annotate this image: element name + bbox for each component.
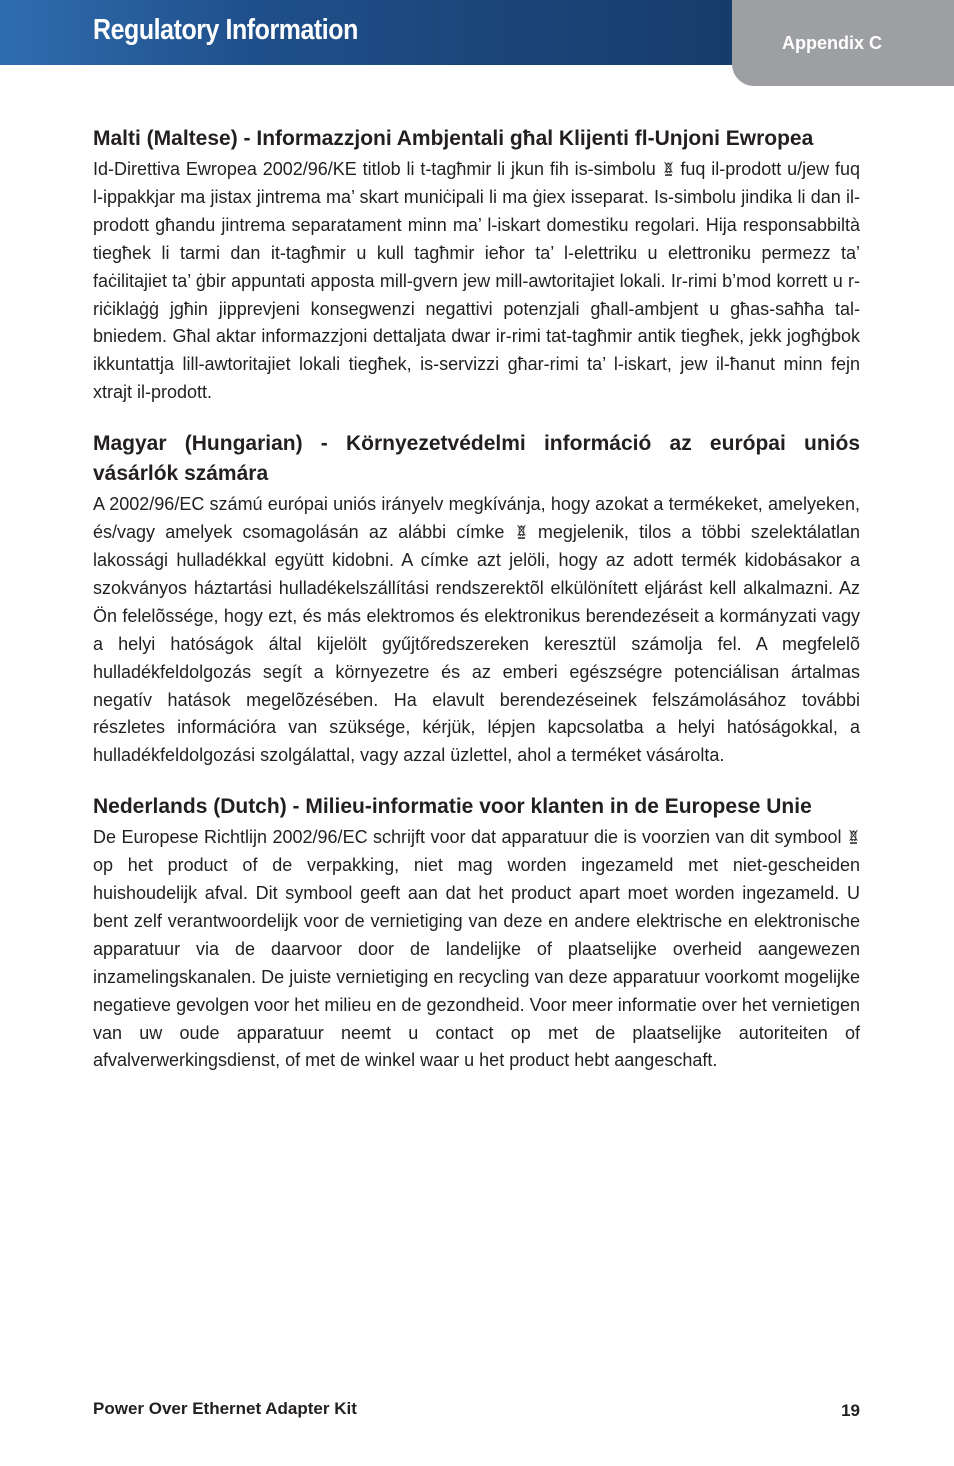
body-text: Id-Direttiva Ewropea 2002/96/KE titlob li t-tagħmir li jkun fih is-simbolu <box>93 159 656 179</box>
body-text: De Europese Richtlijn 2002/96/EC schrijft voor dat apparatuur die is voorzien van dit symbool <box>93 827 842 848</box>
section-dutch <box>93 792 860 1075</box>
body-text: megjelenik, tilos a többi szelektálatlan lakossági hulladékkal együtt kidobni. A címke azt jelöli, hogy az adott termék kidobásakor a szokványos háztartási hulladékelszállítási rendszerektõl elkülönített eljárást kell alkalmazni. Az Ön felelõssége, hogy ezt, és más elektromos és elektronikus berendezéseit a kormányzati vagy a helyi hatóságok által kijelölt gyűjtőredszereken keresztül számolja fel. A megfelelõ hulladékfeldolgozás segít a környezetre és az emberi egészségre potenciálisan ártalmas negatív hatások megelõzésében. Ha elavult berendezéseinek felszámolásához további részletes információra van szüksége, kérjük, lépjen kapcsolatba a helyi hatóságokkal, a hulladékfeldolgozási szolgálattal, vagy azzal üzlettel, ahol a terméket vásárolta. <box>93 522 860 766</box>
page-number: 19 <box>841 1401 860 1420</box>
body-text: A 2002/96/EC számú európai uniós irányelv megkívánja, hogy azokat a termékeket, amelyeken, és/vagy amelyek csomagolásán az alábbi címke <box>93 494 860 543</box>
section-maltese <box>93 124 860 407</box>
weee-crossed-bin-icon <box>517 524 526 539</box>
appendix-tab <box>732 0 954 86</box>
section-body <box>93 491 860 770</box>
section-heading: Magyar (Hungarian) - Környezetvédelmi információ az európai uniós vásárlók számára <box>93 432 860 486</box>
section-heading: Malti (Maltese) - Informazzjoni Ambjentali għal Klijenti fl-Unjoni Ewropea <box>93 127 814 150</box>
section-body <box>93 824 860 1075</box>
appendix-label: Appendix C <box>782 33 883 53</box>
header-bar <box>0 0 732 65</box>
section-hungarian <box>93 429 860 770</box>
weee-crossed-bin-icon <box>664 161 673 176</box>
weee-crossed-bin-icon <box>849 829 858 844</box>
section-heading: Nederlands (Dutch) - Milieu-informatie voor klanten in de Europese Unie <box>93 795 812 819</box>
body-text: op het product of de verpakking, niet mag worden ingezameld met niet-gescheiden huishoudelijk afval. Dit symbool geeft aan dat het product apart moet worden ingezameld. U bent zelf verantwoordelijk voor de vernietiging van deze en andere elektrische en elektronische apparatuur via de daarvoor door de landelijke of plaatselijke overheid aangewezen inzamelingskanalen. De juiste vernietiging en recycling van deze apparatuur voorkomt mogelijke negatieve gevolgen voor het milieu en de gezondheid. Voor meer informatie over het vernietigen van uw oude apparatuur neemt u contact op met de plaatselijke autoriteiten of afvalverwerkingsdienst, of met de winkel waar u het product hebt aangeschaft. <box>93 855 860 1071</box>
section-body <box>93 156 860 407</box>
footer-product-name: Power Over Ethernet Adapter Kit <box>93 1399 357 1418</box>
main-content <box>93 124 860 1097</box>
page-title: Regulatory Information <box>93 14 358 46</box>
body-text: fuq il-prodott u/jew fuq l-ippakkjar ma jistax jintrema ma’ skart muniċipali li ma ġiex isseparat. Is-simbolu jindika li dan il-prodott għandu jintrema separatament minn ma’ l-iskart domestiku regolari. Hija responsabbiltà tiegħek li tarmi dan it-tagħmir u kull tagħmir ieħor ta’ l-elettriku u elettroniku permezz ta’ faċilitajiet ta’ ġbir appuntati apposta mill-gvern jew mill-awtoritajiet lokali. Ir-rimi b’mod korrett u r-riċiklaġġ jgħin jipprevjeni konsegwenzi negattivi potenzjali għall-ambjent u għas-saħħa tal-bniedem. Għal aktar informazzjoni dettaljata dwar ir-rimi tat-tagħmir antik tiegħek, jekk jogħġbok ikkuntattja lill-awtoritajiet lokali tiegħek, is-servizzi għar-rimi ta’ l-iskart, jew il-ħanut minn fejn xtrajt il-prodott. <box>93 159 860 403</box>
